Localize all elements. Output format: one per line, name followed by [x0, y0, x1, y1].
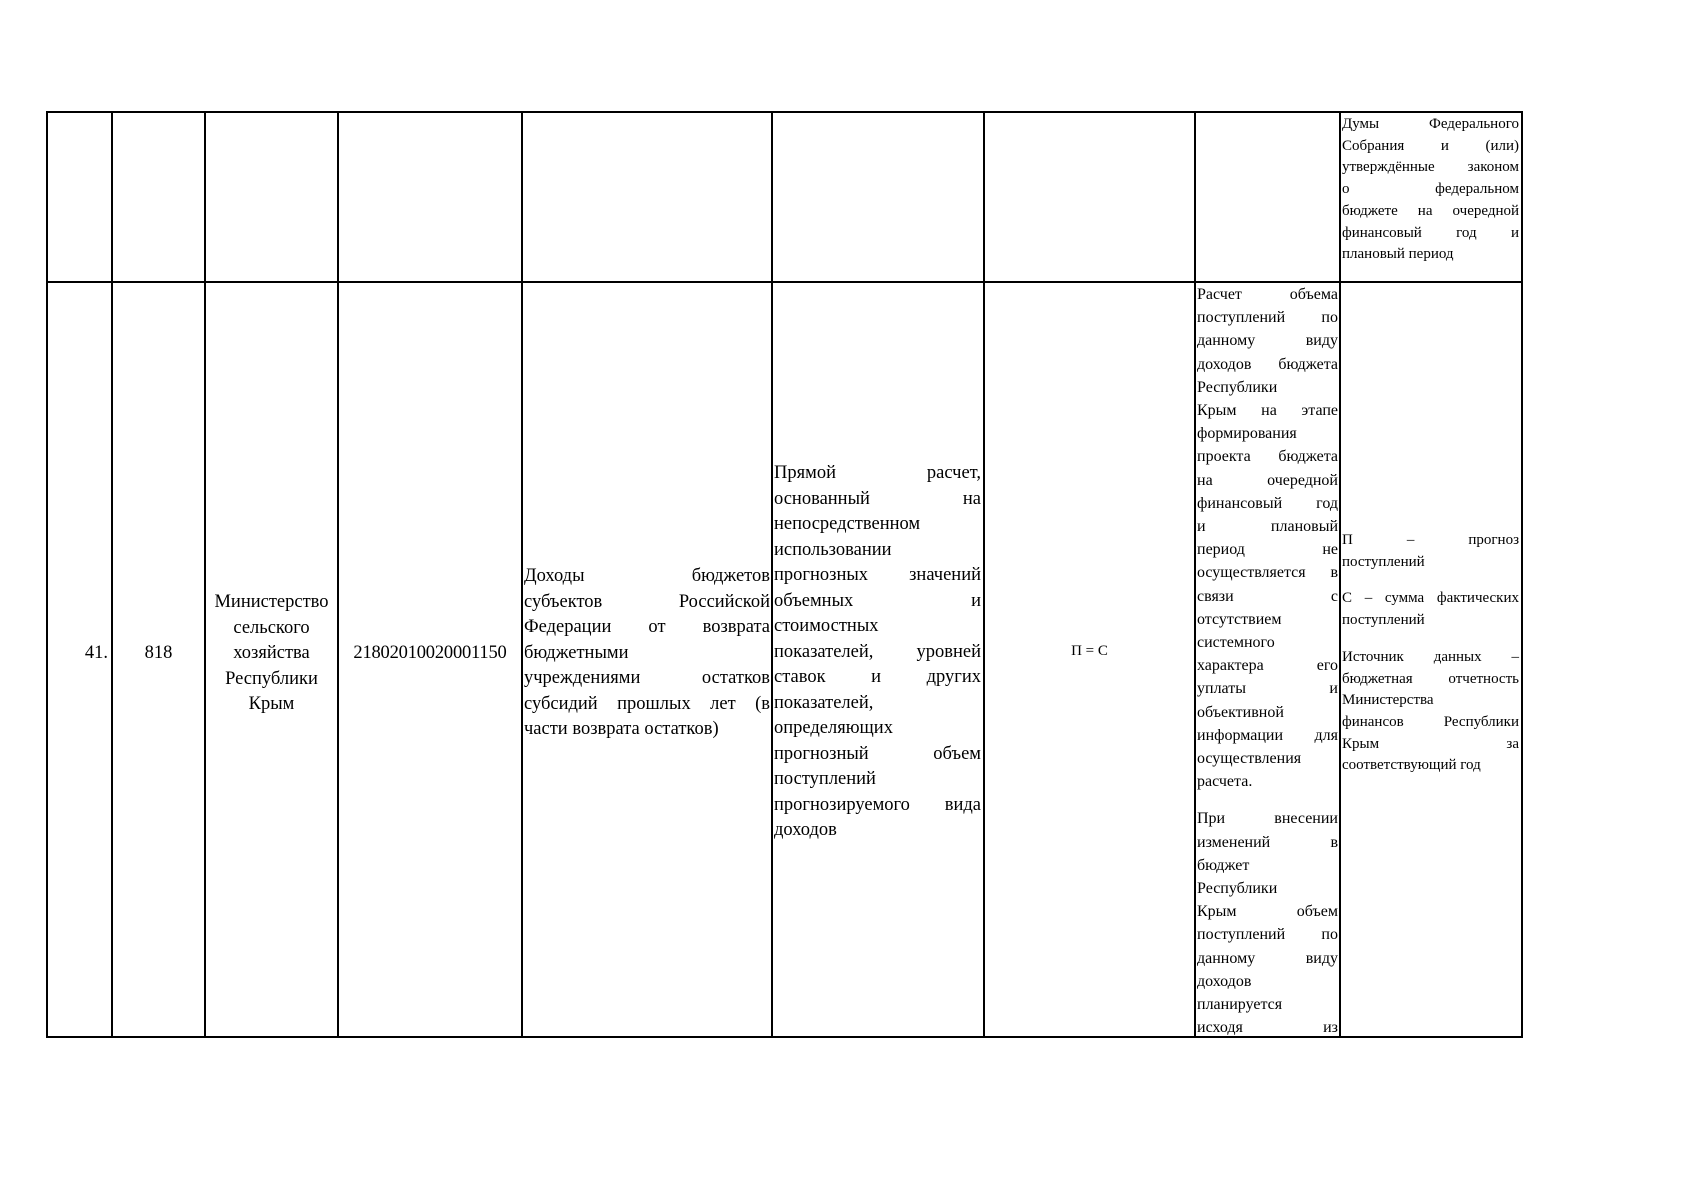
text-line: проекта бюджета	[1197, 448, 1338, 466]
text-line: поступлений	[1342, 553, 1425, 570]
text-line: осуществления	[1197, 750, 1302, 768]
text-line: Крым	[248, 694, 295, 714]
col-border	[1339, 111, 1341, 1038]
text-line: и плановый	[1197, 518, 1338, 536]
text-line: доходов	[1197, 972, 1252, 990]
text-line: данному виду	[1197, 332, 1338, 350]
text-line: прогнозных значений	[774, 565, 981, 585]
col-border	[46, 111, 48, 1038]
text-line: исходя из	[1197, 1019, 1338, 1037]
text-line: Собрания и (или)	[1342, 137, 1519, 154]
text-line: прогнозируемого вида	[774, 794, 981, 815]
calculation-algorithm	[1197, 283, 1338, 1040]
text-line: сельского	[233, 617, 310, 638]
text-line: Крым на этапе	[1197, 402, 1338, 420]
text-line: хозяйства	[233, 643, 310, 663]
text-line: бюджете на очередной	[1342, 202, 1519, 219]
text-line: соответствующий год	[1342, 757, 1481, 774]
text-line: объемных и	[774, 590, 981, 611]
text-line: связи с	[1197, 587, 1338, 605]
text-line: поступлений по	[1197, 926, 1338, 944]
col-border	[771, 111, 773, 1038]
text-line: использовании	[774, 539, 892, 560]
text-line: отсутствием	[1197, 610, 1282, 628]
text-line: части возврата остатков)	[524, 719, 719, 739]
text-line: осуществляется в	[1197, 564, 1338, 582]
paragraph-gap	[1197, 793, 1338, 807]
text-line: о федеральном	[1342, 181, 1519, 198]
paragraph-gap	[1342, 573, 1519, 588]
text-line: Доходы бюджетов	[524, 566, 770, 586]
col-border	[1521, 111, 1523, 1038]
text-line: показателей,	[774, 692, 874, 713]
col-border	[1194, 111, 1196, 1038]
text-line: непосредственном	[774, 514, 921, 534]
text-line: доходов	[774, 820, 837, 840]
formula-legend	[1342, 530, 1519, 777]
text-line: определяющих	[774, 718, 893, 738]
text-line: финансовый год и	[1342, 224, 1519, 241]
legend-paragraph-1	[1342, 530, 1519, 573]
text-line: формирования	[1197, 425, 1297, 443]
text-line: субъектов Российской	[524, 591, 770, 612]
col-border	[111, 111, 113, 1038]
text-line: бюджетная отчетность	[1342, 670, 1519, 687]
text-line: прогнозный объем	[774, 743, 981, 764]
top-row-source-cell	[1342, 114, 1519, 266]
paragraph-gap	[1342, 632, 1519, 647]
text-line: Министерство	[214, 592, 329, 612]
text-line: Крым объем	[1197, 903, 1338, 921]
legend-paragraph-2	[1342, 588, 1519, 631]
text-line: плановый период	[1342, 246, 1454, 263]
row-number: 41.	[84, 643, 108, 663]
formula: П = С	[1071, 643, 1108, 659]
col-border	[337, 111, 339, 1038]
text-line: Республики	[225, 668, 318, 689]
text-line: При внесении	[1197, 810, 1338, 828]
text-line: уплаты и	[1197, 680, 1338, 698]
admin-code: 818	[144, 643, 173, 663]
algorithm-paragraph-1	[1197, 283, 1338, 793]
admin-name	[206, 590, 337, 718]
text-line: утверждённые законом	[1342, 159, 1519, 176]
text-line: Республики	[1197, 378, 1278, 396]
text-line: на очередной	[1197, 471, 1338, 489]
text-line: планируется	[1197, 996, 1283, 1014]
text-line: Прямой расчет,	[774, 463, 981, 483]
text-line: бюджетными	[524, 642, 629, 663]
income-name	[524, 564, 770, 743]
text-line: Министерства	[1342, 692, 1434, 709]
text-line: показателей, уровней	[774, 641, 981, 662]
text-line: поступлений	[774, 769, 876, 789]
text-line: поступлений	[1342, 612, 1425, 629]
text-line: изменений в	[1197, 833, 1338, 851]
text-line: финансовый год	[1197, 494, 1338, 512]
text-line: поступлений по	[1197, 309, 1338, 327]
text-line: С – сумма фактических	[1342, 590, 1519, 607]
legend-paragraph-3	[1342, 647, 1519, 777]
text-line: учреждениями остатков	[524, 668, 770, 688]
text-line: бюджет	[1197, 856, 1250, 874]
text-line: Думы Федерального	[1342, 116, 1519, 132]
text-line: субсидий прошлых лет (в	[524, 693, 770, 714]
algorithm-paragraph-2	[1197, 807, 1338, 1039]
text-line: ставок и других	[774, 667, 981, 687]
text-line: расчета.	[1197, 773, 1253, 791]
col-border	[204, 111, 206, 1038]
kbk-code: 21802010020001150	[353, 643, 507, 663]
text-line: стоимостных	[774, 616, 879, 636]
text-line: информации для	[1197, 726, 1338, 744]
text-line: характера его	[1197, 657, 1338, 675]
table-top-border	[46, 111, 1523, 113]
text-line: П – прогноз	[1342, 532, 1519, 548]
text-line: системного	[1197, 634, 1275, 652]
calculation-method	[774, 461, 981, 844]
col-border	[983, 111, 985, 1038]
text-line: доходов бюджета	[1197, 355, 1338, 373]
text-line: период не	[1197, 541, 1338, 559]
text-line: финансов Республики	[1342, 713, 1519, 730]
text-line: объективной	[1197, 703, 1284, 721]
col-border	[521, 111, 523, 1038]
text-line: данному виду	[1197, 949, 1338, 967]
text-line: Федерации от возврата	[524, 617, 770, 637]
text-line: основанный на	[774, 488, 981, 509]
text-line: Расчет объема	[1197, 286, 1338, 303]
text-line: Республики	[1197, 880, 1278, 898]
text-line: Крым за	[1342, 735, 1519, 752]
text-line: Источник данных –	[1342, 648, 1519, 665]
